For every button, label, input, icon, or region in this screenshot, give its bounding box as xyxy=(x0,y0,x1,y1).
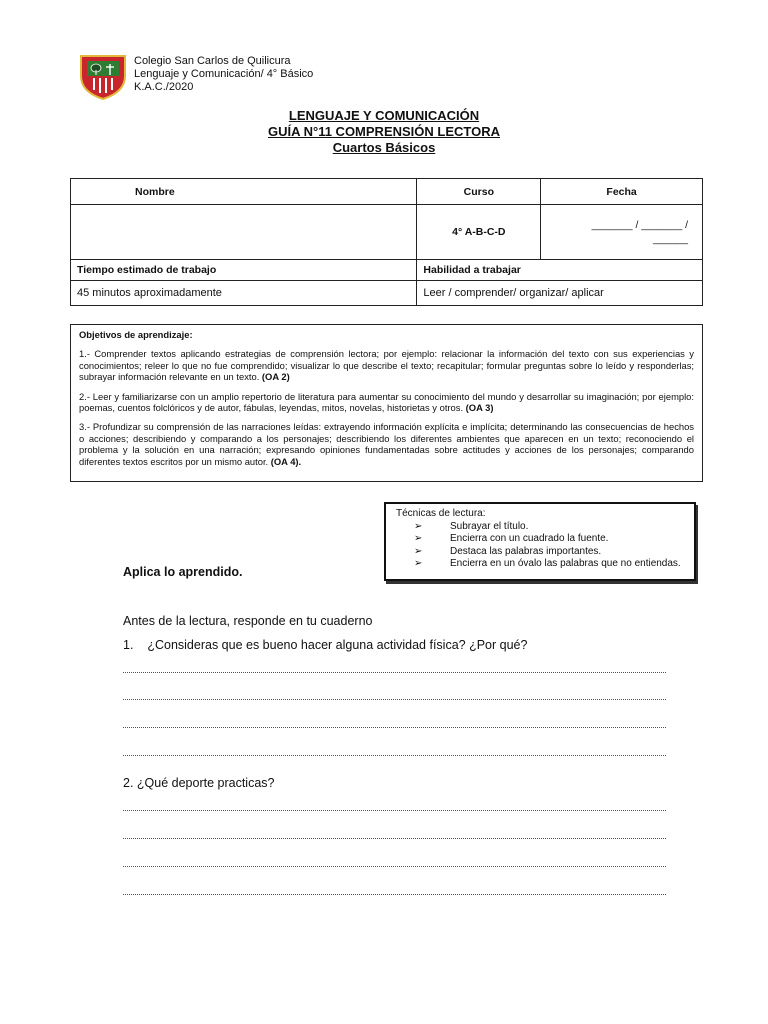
header-fecha: Fecha xyxy=(541,179,703,205)
school-logo-icon xyxy=(78,52,128,100)
objectives-box xyxy=(70,324,703,482)
objective-text: 2.- Leer y familiarizarse con un amplio repertorio de literatura para aumentar su conocimiento del mundo y desarrollar su imaginación; por ejemplo: poemas, cuentos folclóricos y de autor, fábulas, leyendas, mitos, novelas, historietas y otros. xyxy=(79,390,694,414)
objective-item xyxy=(79,348,694,382)
answer-line[interactable] xyxy=(123,838,666,839)
fecha-line-1: _______ / _______ / xyxy=(591,219,688,231)
answer-line[interactable] xyxy=(123,727,666,728)
school-name: Colegio San Carlos de Quilicura xyxy=(134,55,291,67)
techniques-list xyxy=(396,521,684,571)
objective-code: (OA 2) xyxy=(261,371,290,383)
arrow-bullet-icon: ➢ xyxy=(414,520,423,532)
list-item xyxy=(396,521,684,534)
objective-item xyxy=(79,421,694,467)
title-line-1: LENGUAJE Y COMUNICACIÓN xyxy=(288,108,480,123)
title-line-3: Cuartos Básicos xyxy=(332,140,436,155)
technique-text: Encierra en un óvalo las palabras que no entiendas. xyxy=(450,558,681,569)
list-item xyxy=(396,546,684,559)
header-curso: Curso xyxy=(417,179,541,205)
list-item xyxy=(396,533,684,546)
list-item xyxy=(396,558,684,571)
answer-line[interactable] xyxy=(123,755,666,756)
fecha-field[interactable] xyxy=(541,205,703,260)
objective-code: (OA 4). xyxy=(270,455,302,467)
header-nombre: Nombre xyxy=(71,179,417,205)
technique-text: Subrayar el título. xyxy=(450,520,529,532)
arrow-bullet-icon: ➢ xyxy=(414,545,423,557)
school-header xyxy=(134,55,313,94)
answer-line[interactable] xyxy=(123,894,666,895)
arrow-bullet-icon: ➢ xyxy=(414,558,423,569)
instruction-text: Antes de la lectura, responde en tu cuaderno xyxy=(123,614,373,628)
question-text: ¿Consideras que es bueno hacer alguna actividad física? ¿Por qué? xyxy=(147,638,528,652)
tiempo-label: Tiempo estimado de trabajo xyxy=(71,260,417,281)
nombre-field[interactable] xyxy=(71,205,417,260)
objective-code: (OA 3) xyxy=(465,402,494,414)
student-info-table xyxy=(70,178,703,306)
fecha-line-2: ______ xyxy=(652,233,688,245)
objective-text: 1.- Comprender textos aplicando estrategias de comprensión lectora; por ejemplo: relacionar la información del texto con sus experiencias y conocimientos; releer lo que no fue comprendido; visualizar lo que describe el texto; recapitular; formular preguntas sobre lo leído y responderlas; subrayar información relevante en un texto. xyxy=(79,348,694,383)
subject-line: Lenguaje y Comunicación/ 4° Básico xyxy=(134,68,314,80)
question-1 xyxy=(123,638,527,652)
habilidad-label: Habilidad a trabajar xyxy=(417,260,703,281)
curso-value: 4° A-B-C-D xyxy=(417,205,541,260)
question-2: 2. ¿Qué deporte practicas? xyxy=(123,776,275,790)
technique-text: Destaca las palabras importantes. xyxy=(450,545,602,557)
answer-line[interactable] xyxy=(123,699,666,700)
question-number: 1. xyxy=(123,638,134,652)
section-heading: Aplica lo aprendido. xyxy=(123,565,243,579)
reading-techniques-box xyxy=(384,502,696,581)
answer-line[interactable] xyxy=(123,672,666,673)
answer-line[interactable] xyxy=(123,866,666,867)
title-line-2: GUÍA N°11 COMPRENSIÓN LECTORA xyxy=(267,124,500,139)
arrow-bullet-icon: ➢ xyxy=(414,533,423,544)
objectives-title: Objetivos de aprendizaje: xyxy=(79,329,193,340)
objective-text: 3.- Profundizar su comprensión de las narraciones leídas: extrayendo información explícita e implícita; determinando las consecuencias de hechos o acciones; describiendo y comparando a los personajes; describiendo los diferentes ambientes que aparecen en un texto; reconociendo el problema y la solución en una narración; expresando opiniones fundamentadas sobre actitudes y acciones de los personajes; comparando diferentes textos escritos por un mismo autor. xyxy=(79,421,694,467)
habilidad-value: Leer / comprender/ organizar/ aplicar xyxy=(417,281,703,306)
tiempo-value: 45 minutos aproximadamente xyxy=(71,281,417,306)
technique-text: Encierra con un cuadrado la fuente. xyxy=(450,533,609,544)
answer-line[interactable] xyxy=(123,810,666,811)
document-title xyxy=(0,108,768,156)
author-initials: K.A.C./2020 xyxy=(134,81,194,93)
objective-item xyxy=(79,391,694,414)
techniques-title: Técnicas de lectura: xyxy=(396,508,486,519)
